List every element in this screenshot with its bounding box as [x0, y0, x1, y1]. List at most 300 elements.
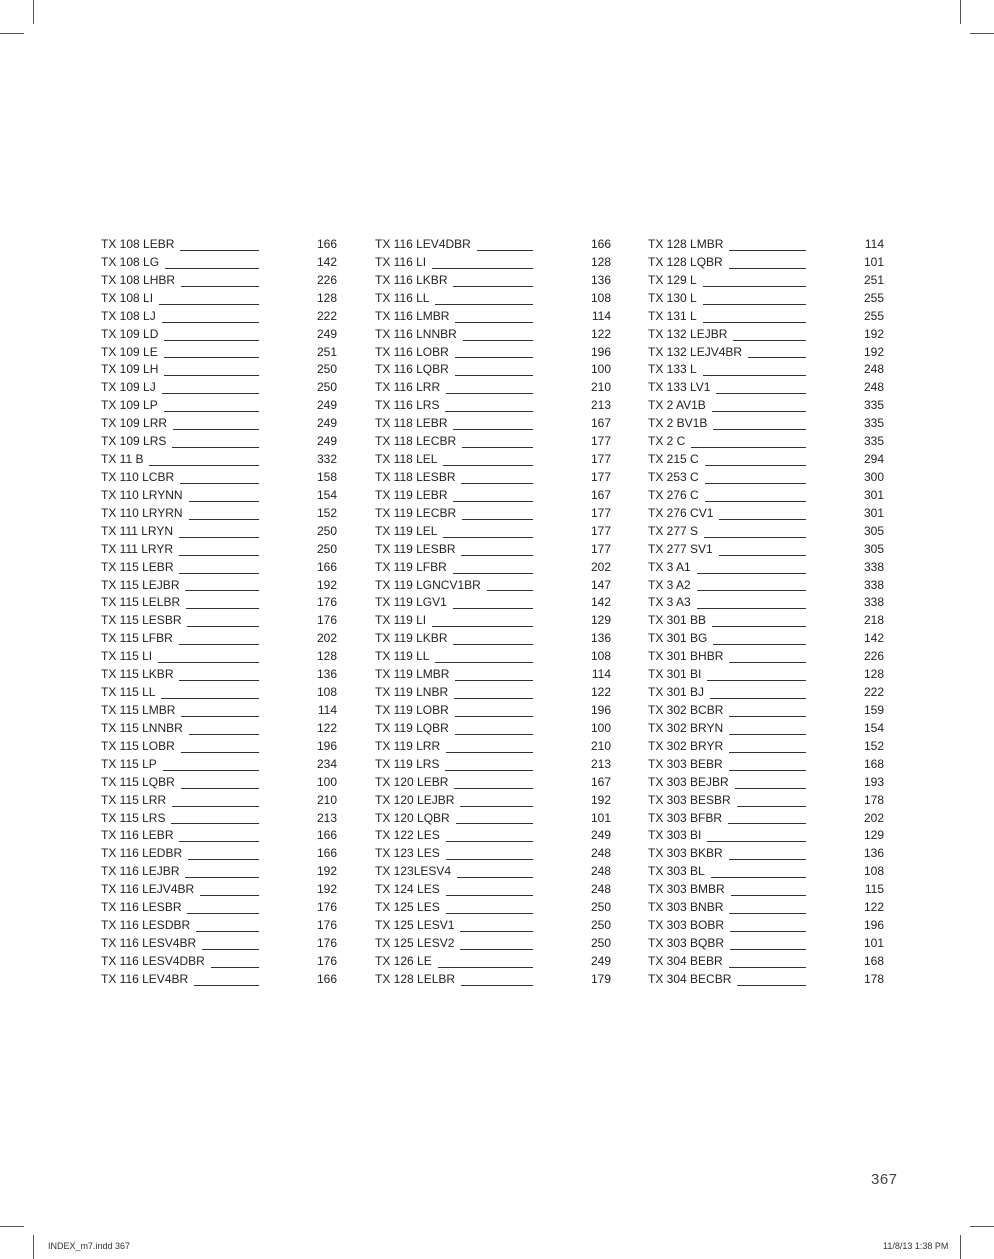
entry-code: TX 126 LE — [375, 953, 432, 968]
entry-code: TX 116 LL — [375, 290, 430, 305]
entry-page-number: 167 — [590, 416, 611, 431]
entry-leader-line — [461, 474, 533, 484]
entry-code: TX 109 LJ — [101, 380, 156, 395]
entry-page-number: 210 — [590, 380, 611, 395]
entry-page-number: 167 — [590, 487, 611, 502]
entry-leader-line — [173, 420, 259, 430]
entry-code: TX 116 LESBR — [101, 900, 182, 915]
entry-code: TX 3 A1 — [648, 559, 691, 574]
entry-leader-line — [462, 438, 533, 448]
entry-code: TX 123LESV4 — [375, 864, 452, 879]
entry-leader-line — [729, 904, 806, 914]
entry-page-number: 108 — [863, 864, 884, 879]
entry-page-number: 100 — [590, 720, 611, 735]
entry-code: TX 108 LI — [101, 290, 154, 305]
entry-code: TX 115 LEBR — [101, 559, 174, 574]
entry-code: TX 115 LELBR — [101, 595, 181, 610]
entry-leader-line — [456, 814, 533, 824]
index-entry — [375, 792, 611, 810]
entry-page-number: 128 — [863, 667, 884, 682]
index-entry — [375, 236, 611, 254]
index-entry — [101, 702, 337, 720]
entry-leader-line — [728, 814, 806, 824]
entry-leader-line — [703, 277, 806, 287]
entry-leader-line — [729, 707, 806, 717]
entry-page-number: 338 — [863, 559, 884, 574]
entry-code: TX 109 LE — [101, 344, 158, 359]
index-entry — [375, 917, 611, 935]
entry-page-number: 166 — [316, 559, 337, 574]
index-entry — [101, 953, 337, 971]
entry-leader-line — [703, 313, 806, 323]
entry-code: TX 129 L — [648, 272, 697, 287]
index-entry — [648, 290, 884, 308]
entry-leader-line — [460, 922, 533, 932]
entry-leader-line — [729, 958, 806, 968]
entry-leader-line — [165, 259, 259, 269]
index-entry — [375, 630, 611, 648]
index-column-3 — [648, 236, 884, 989]
entry-leader-line — [453, 492, 533, 502]
entry-leader-line — [445, 761, 533, 771]
entry-leader-line — [455, 313, 533, 323]
index-entry — [101, 666, 337, 684]
entry-page-number: 166 — [316, 971, 337, 986]
entry-leader-line — [454, 689, 533, 699]
entry-code: TX 125 LESV2 — [375, 935, 455, 950]
entry-code: TX 276 C — [648, 487, 699, 502]
entry-page-number: 100 — [590, 362, 611, 377]
index-entry — [375, 272, 611, 290]
entry-page-number: 338 — [863, 577, 884, 592]
index-entry — [375, 845, 611, 863]
entry-code: TX 116 LEV4DBR — [375, 237, 471, 251]
entry-page-number: 251 — [863, 272, 884, 287]
entry-code: TX 133 L — [648, 362, 697, 377]
entry-page-number: 202 — [316, 631, 337, 646]
entry-leader-line — [172, 438, 259, 448]
index-entry — [648, 451, 884, 469]
index-entry — [375, 720, 611, 738]
entry-page-number: 250 — [316, 523, 337, 538]
entry-leader-line — [435, 295, 533, 305]
entry-code: TX 110 LRYNN — [101, 487, 183, 502]
entry-leader-line — [463, 331, 533, 341]
entry-code: TX 122 LES — [375, 828, 440, 843]
entry-code: TX 131 L — [648, 308, 697, 323]
index-entry — [101, 899, 337, 917]
index-entry — [101, 792, 337, 810]
entry-page-number: 101 — [863, 254, 884, 269]
entry-code: TX 303 BMBR — [648, 882, 725, 897]
entry-page-number: 210 — [316, 792, 337, 807]
entry-code: TX 119 LFBR — [375, 559, 447, 574]
entry-code: TX 115 LL — [101, 685, 156, 700]
entry-page-number: 114 — [591, 308, 611, 323]
entry-page-number: 249 — [316, 398, 337, 413]
entry-code: TX 301 BI — [648, 667, 702, 682]
index-entry — [101, 774, 337, 792]
entry-page-number: 128 — [590, 254, 611, 269]
entry-page-number: 176 — [316, 613, 337, 628]
entry-code: TX 302 BRYN — [648, 720, 724, 735]
index-entry — [375, 559, 611, 577]
entry-page-number: 177 — [590, 541, 611, 556]
index-entry — [101, 810, 337, 828]
index-entry — [375, 666, 611, 684]
entry-code: TX 303 BEBR — [648, 756, 723, 771]
index-entry — [101, 756, 337, 774]
entry-leader-line — [705, 492, 806, 502]
entry-leader-line — [711, 868, 806, 878]
index-entry — [101, 541, 337, 559]
entry-leader-line — [707, 671, 806, 681]
entry-code: TX 119 LKBR — [375, 631, 448, 646]
entry-page-number: 255 — [863, 290, 884, 305]
entry-page-number: 218 — [863, 613, 884, 628]
index-entry — [375, 899, 611, 917]
entry-code: TX 111 LRYN — [101, 523, 174, 538]
index-entry — [101, 308, 337, 326]
index-entry — [375, 523, 611, 541]
entry-code: TX 116 LI — [375, 254, 427, 269]
index-column-1 — [101, 236, 337, 989]
entry-code: TX 119 LQBR — [375, 720, 449, 735]
index-entry — [375, 361, 611, 379]
entry-page-number: 177 — [590, 523, 611, 538]
entry-code: TX 115 LRR — [101, 792, 167, 807]
entry-page-number: 192 — [316, 864, 337, 879]
entry-code: TX 2 AV1B — [648, 398, 706, 413]
entry-leader-line — [453, 420, 533, 430]
entry-page-number: 249 — [590, 953, 611, 968]
entry-code: TX 303 BL — [648, 864, 705, 879]
entry-page-number: 192 — [590, 792, 611, 807]
index-entry — [101, 845, 337, 863]
entry-leader-line — [189, 510, 259, 520]
entry-page-number: 213 — [590, 756, 611, 771]
entry-page-number: 300 — [863, 469, 884, 484]
entry-leader-line — [443, 456, 533, 466]
index-entry — [648, 684, 884, 702]
index-entry — [375, 648, 611, 666]
entry-page-number: 166 — [316, 828, 337, 843]
index-entry — [648, 559, 884, 577]
crop-mark-bottom-left-v — [33, 1235, 34, 1259]
entry-leader-line — [461, 546, 533, 556]
entry-code: TX 115 LFBR — [101, 631, 173, 646]
entry-code: TX 119 LEL — [375, 523, 438, 538]
entry-code: TX 119 LEBR — [375, 487, 448, 502]
entry-code: TX 115 LP — [101, 756, 157, 771]
index-entry — [101, 935, 337, 953]
entry-page-number: 210 — [590, 738, 611, 753]
index-entry — [375, 953, 611, 971]
entry-code: TX 119 LGNCV1BR — [375, 577, 481, 592]
index-entry — [648, 666, 884, 684]
index-entry — [648, 577, 884, 595]
crop-mark-top-left-h — [0, 33, 24, 34]
entry-leader-line — [737, 797, 806, 807]
entry-page-number: 250 — [316, 541, 337, 556]
entry-leader-line — [730, 922, 806, 932]
entry-leader-line — [189, 492, 259, 502]
index-entry — [648, 648, 884, 666]
index-entry — [101, 397, 337, 415]
entry-leader-line — [180, 474, 259, 484]
entry-leader-line — [202, 940, 259, 950]
entry-code: TX 119 LECBR — [375, 505, 457, 520]
entry-leader-line — [457, 868, 533, 878]
index-entry — [375, 451, 611, 469]
entry-code: TX 115 LOBR — [101, 738, 175, 753]
entry-code: TX 215 C — [648, 452, 699, 467]
entry-page-number: 192 — [316, 577, 337, 592]
entry-code: TX 109 LRR — [101, 416, 168, 431]
entry-code: TX 118 LECBR — [375, 434, 457, 449]
entry-leader-line — [179, 635, 259, 645]
entry-page-number: 226 — [863, 649, 884, 664]
entry-leader-line — [446, 850, 533, 860]
entry-leader-line — [712, 402, 806, 412]
entry-leader-line — [455, 348, 533, 358]
entry-leader-line — [179, 564, 259, 574]
entry-leader-line — [453, 277, 533, 287]
entry-code: TX 303 BI — [648, 828, 702, 843]
entry-page-number: 248 — [590, 846, 611, 861]
entry-page-number: 177 — [590, 505, 611, 520]
index-entry — [648, 344, 884, 362]
entry-page-number: 128 — [316, 290, 337, 305]
entry-code: TX 115 LI — [101, 649, 153, 664]
entry-leader-line — [179, 671, 259, 681]
entry-leader-line — [730, 940, 806, 950]
entry-page-number: 122 — [316, 720, 337, 735]
entry-code: TX 301 BB — [648, 613, 707, 628]
entry-code: TX 3 A3 — [648, 595, 691, 610]
entry-page-number: 122 — [863, 900, 884, 915]
index-entry — [648, 917, 884, 935]
index-entry — [375, 487, 611, 505]
entry-leader-line — [703, 295, 806, 305]
entry-leader-line — [707, 832, 806, 842]
entry-page-number: 250 — [590, 900, 611, 915]
entry-leader-line — [697, 581, 806, 591]
entry-code: TX 119 LL — [375, 649, 430, 664]
entry-code: TX 115 LQBR — [101, 774, 175, 789]
index-entry — [375, 810, 611, 828]
entry-leader-line — [164, 331, 259, 341]
index-entry — [648, 487, 884, 505]
index-entry — [648, 326, 884, 344]
entry-page-number: 115 — [864, 882, 884, 897]
entry-code: TX 108 LJ — [101, 308, 156, 323]
entry-leader-line — [181, 277, 259, 287]
index-entry — [101, 523, 337, 541]
entry-leader-line — [691, 438, 806, 448]
entry-page-number: 213 — [316, 810, 337, 825]
entry-leader-line — [181, 779, 259, 789]
entry-page-number: 249 — [316, 416, 337, 431]
entry-page-number: 152 — [316, 505, 337, 520]
index-entry — [375, 971, 611, 989]
index-entry — [648, 953, 884, 971]
entry-leader-line — [211, 958, 259, 968]
entry-code: TX 119 LGV1 — [375, 595, 447, 610]
index-entry — [648, 702, 884, 720]
index-entry — [101, 451, 337, 469]
entry-leader-line — [443, 528, 533, 538]
entry-page-number: 248 — [863, 380, 884, 395]
entry-page-number: 335 — [863, 434, 884, 449]
index-entry — [648, 236, 884, 254]
entry-page-number: 178 — [863, 792, 884, 807]
entry-page-number: 114 — [591, 667, 611, 682]
entry-code: TX 120 LQBR — [375, 810, 450, 825]
entry-code: TX 132 LEJBR — [648, 326, 728, 341]
entry-page-number: 250 — [316, 380, 337, 395]
entry-leader-line — [705, 456, 806, 466]
crop-mark-bottom-right-v — [960, 1235, 961, 1259]
entry-code: TX 115 LMBR — [101, 702, 176, 717]
entry-leader-line — [710, 689, 806, 699]
entry-leader-line — [179, 832, 259, 842]
entry-leader-line — [200, 886, 259, 896]
entry-code: TX 116 LEJV4BR — [101, 882, 195, 897]
index-entry — [648, 433, 884, 451]
entry-leader-line — [438, 958, 533, 968]
crop-mark-bottom-left-h — [0, 1226, 24, 1227]
entry-leader-line — [172, 797, 259, 807]
entry-leader-line — [729, 241, 806, 251]
entry-code: TX 116 LMBR — [375, 308, 450, 323]
entry-code: TX 108 LG — [101, 254, 160, 269]
entry-page-number: 255 — [863, 308, 884, 323]
entry-code: TX 123 LES — [375, 846, 440, 861]
index-entry — [375, 756, 611, 774]
entry-leader-line — [453, 564, 533, 574]
entry-page-number: 249 — [316, 326, 337, 341]
entry-code: TX 277 S — [648, 523, 699, 538]
entry-code: TX 116 LNNBR — [375, 326, 457, 341]
entry-leader-line — [716, 384, 806, 394]
entry-leader-line — [196, 922, 259, 932]
entry-page-number: 114 — [864, 237, 884, 251]
index-entry — [375, 326, 611, 344]
entry-page-number: 202 — [590, 559, 611, 574]
entry-leader-line — [731, 886, 806, 896]
entry-page-number: 168 — [863, 953, 884, 968]
entry-leader-line — [453, 599, 533, 609]
entry-page-number: 167 — [590, 774, 611, 789]
entry-page-number: 305 — [863, 523, 884, 538]
entry-code: TX 118 LEL — [375, 452, 438, 467]
entry-leader-line — [697, 564, 806, 574]
entry-page-number: 101 — [863, 935, 884, 950]
index-entry — [101, 738, 337, 756]
index-entry — [648, 971, 884, 989]
entry-leader-line — [729, 743, 806, 753]
entry-page-number: 176 — [316, 953, 337, 968]
entry-code: TX 303 BKBR — [648, 846, 723, 861]
entry-leader-line — [164, 402, 259, 412]
entry-code: TX 108 LEBR — [101, 237, 175, 251]
entry-leader-line — [446, 886, 533, 896]
entry-leader-line — [181, 707, 259, 717]
entry-code: TX 303 BNBR — [648, 900, 724, 915]
entry-leader-line — [748, 348, 806, 358]
index-entry — [648, 594, 884, 612]
entry-page-number: 251 — [316, 344, 337, 359]
entry-leader-line — [162, 384, 259, 394]
index-entry — [375, 684, 611, 702]
index-entry — [375, 379, 611, 397]
entry-code: TX 109 LP — [101, 398, 158, 413]
entry-code: TX 303 BEJBR — [648, 774, 729, 789]
entry-page-number: 136 — [863, 846, 884, 861]
entry-code: TX 118 LEBR — [375, 416, 448, 431]
entry-leader-line — [186, 599, 259, 609]
index-entry — [648, 827, 884, 845]
entry-leader-line — [697, 599, 806, 609]
entry-leader-line — [185, 868, 259, 878]
entry-leader-line — [185, 581, 259, 591]
entry-page-number: 305 — [863, 541, 884, 556]
index-entry — [101, 433, 337, 451]
entry-leader-line — [454, 779, 533, 789]
entry-leader-line — [460, 797, 533, 807]
entry-leader-line — [713, 635, 806, 645]
entry-code: TX 2 BV1B — [648, 416, 708, 431]
index-entry — [648, 881, 884, 899]
index-entry — [648, 612, 884, 630]
index-entry — [375, 738, 611, 756]
index-entry — [375, 612, 611, 630]
entry-leader-line — [180, 241, 259, 251]
index-entry — [375, 397, 611, 415]
entry-code: TX 277 SV1 — [648, 541, 713, 556]
index-entry — [648, 254, 884, 272]
entry-leader-line — [733, 331, 806, 341]
entry-leader-line — [161, 689, 259, 699]
index-entry — [375, 308, 611, 326]
entry-code: TX 303 BESBR — [648, 792, 731, 807]
index-entry — [375, 577, 611, 595]
entry-page-number: 178 — [863, 971, 884, 986]
entry-code: TX 116 LESV4DBR — [101, 953, 205, 968]
page-number: 367 — [871, 1171, 898, 1188]
entry-code: TX 301 BHBR — [648, 649, 724, 664]
entry-leader-line — [194, 976, 259, 986]
entry-page-number: 108 — [590, 649, 611, 664]
entry-page-number: 332 — [316, 452, 337, 467]
entry-code: TX 115 LEJBR — [101, 577, 180, 592]
entry-leader-line — [171, 814, 259, 824]
entry-page-number: 122 — [590, 326, 611, 341]
entry-page-number: 114 — [317, 702, 337, 717]
entry-leader-line — [729, 725, 806, 735]
index-entry — [648, 272, 884, 290]
index-entry — [101, 415, 337, 433]
entry-leader-line — [446, 743, 533, 753]
index-entry — [101, 236, 337, 254]
index-entry — [648, 523, 884, 541]
entry-page-number: 154 — [863, 720, 884, 735]
entry-code: TX 118 LESBR — [375, 469, 456, 484]
entry-page-number: 192 — [316, 882, 337, 897]
entry-page-number: 122 — [590, 685, 611, 700]
entry-page-number: 128 — [316, 649, 337, 664]
